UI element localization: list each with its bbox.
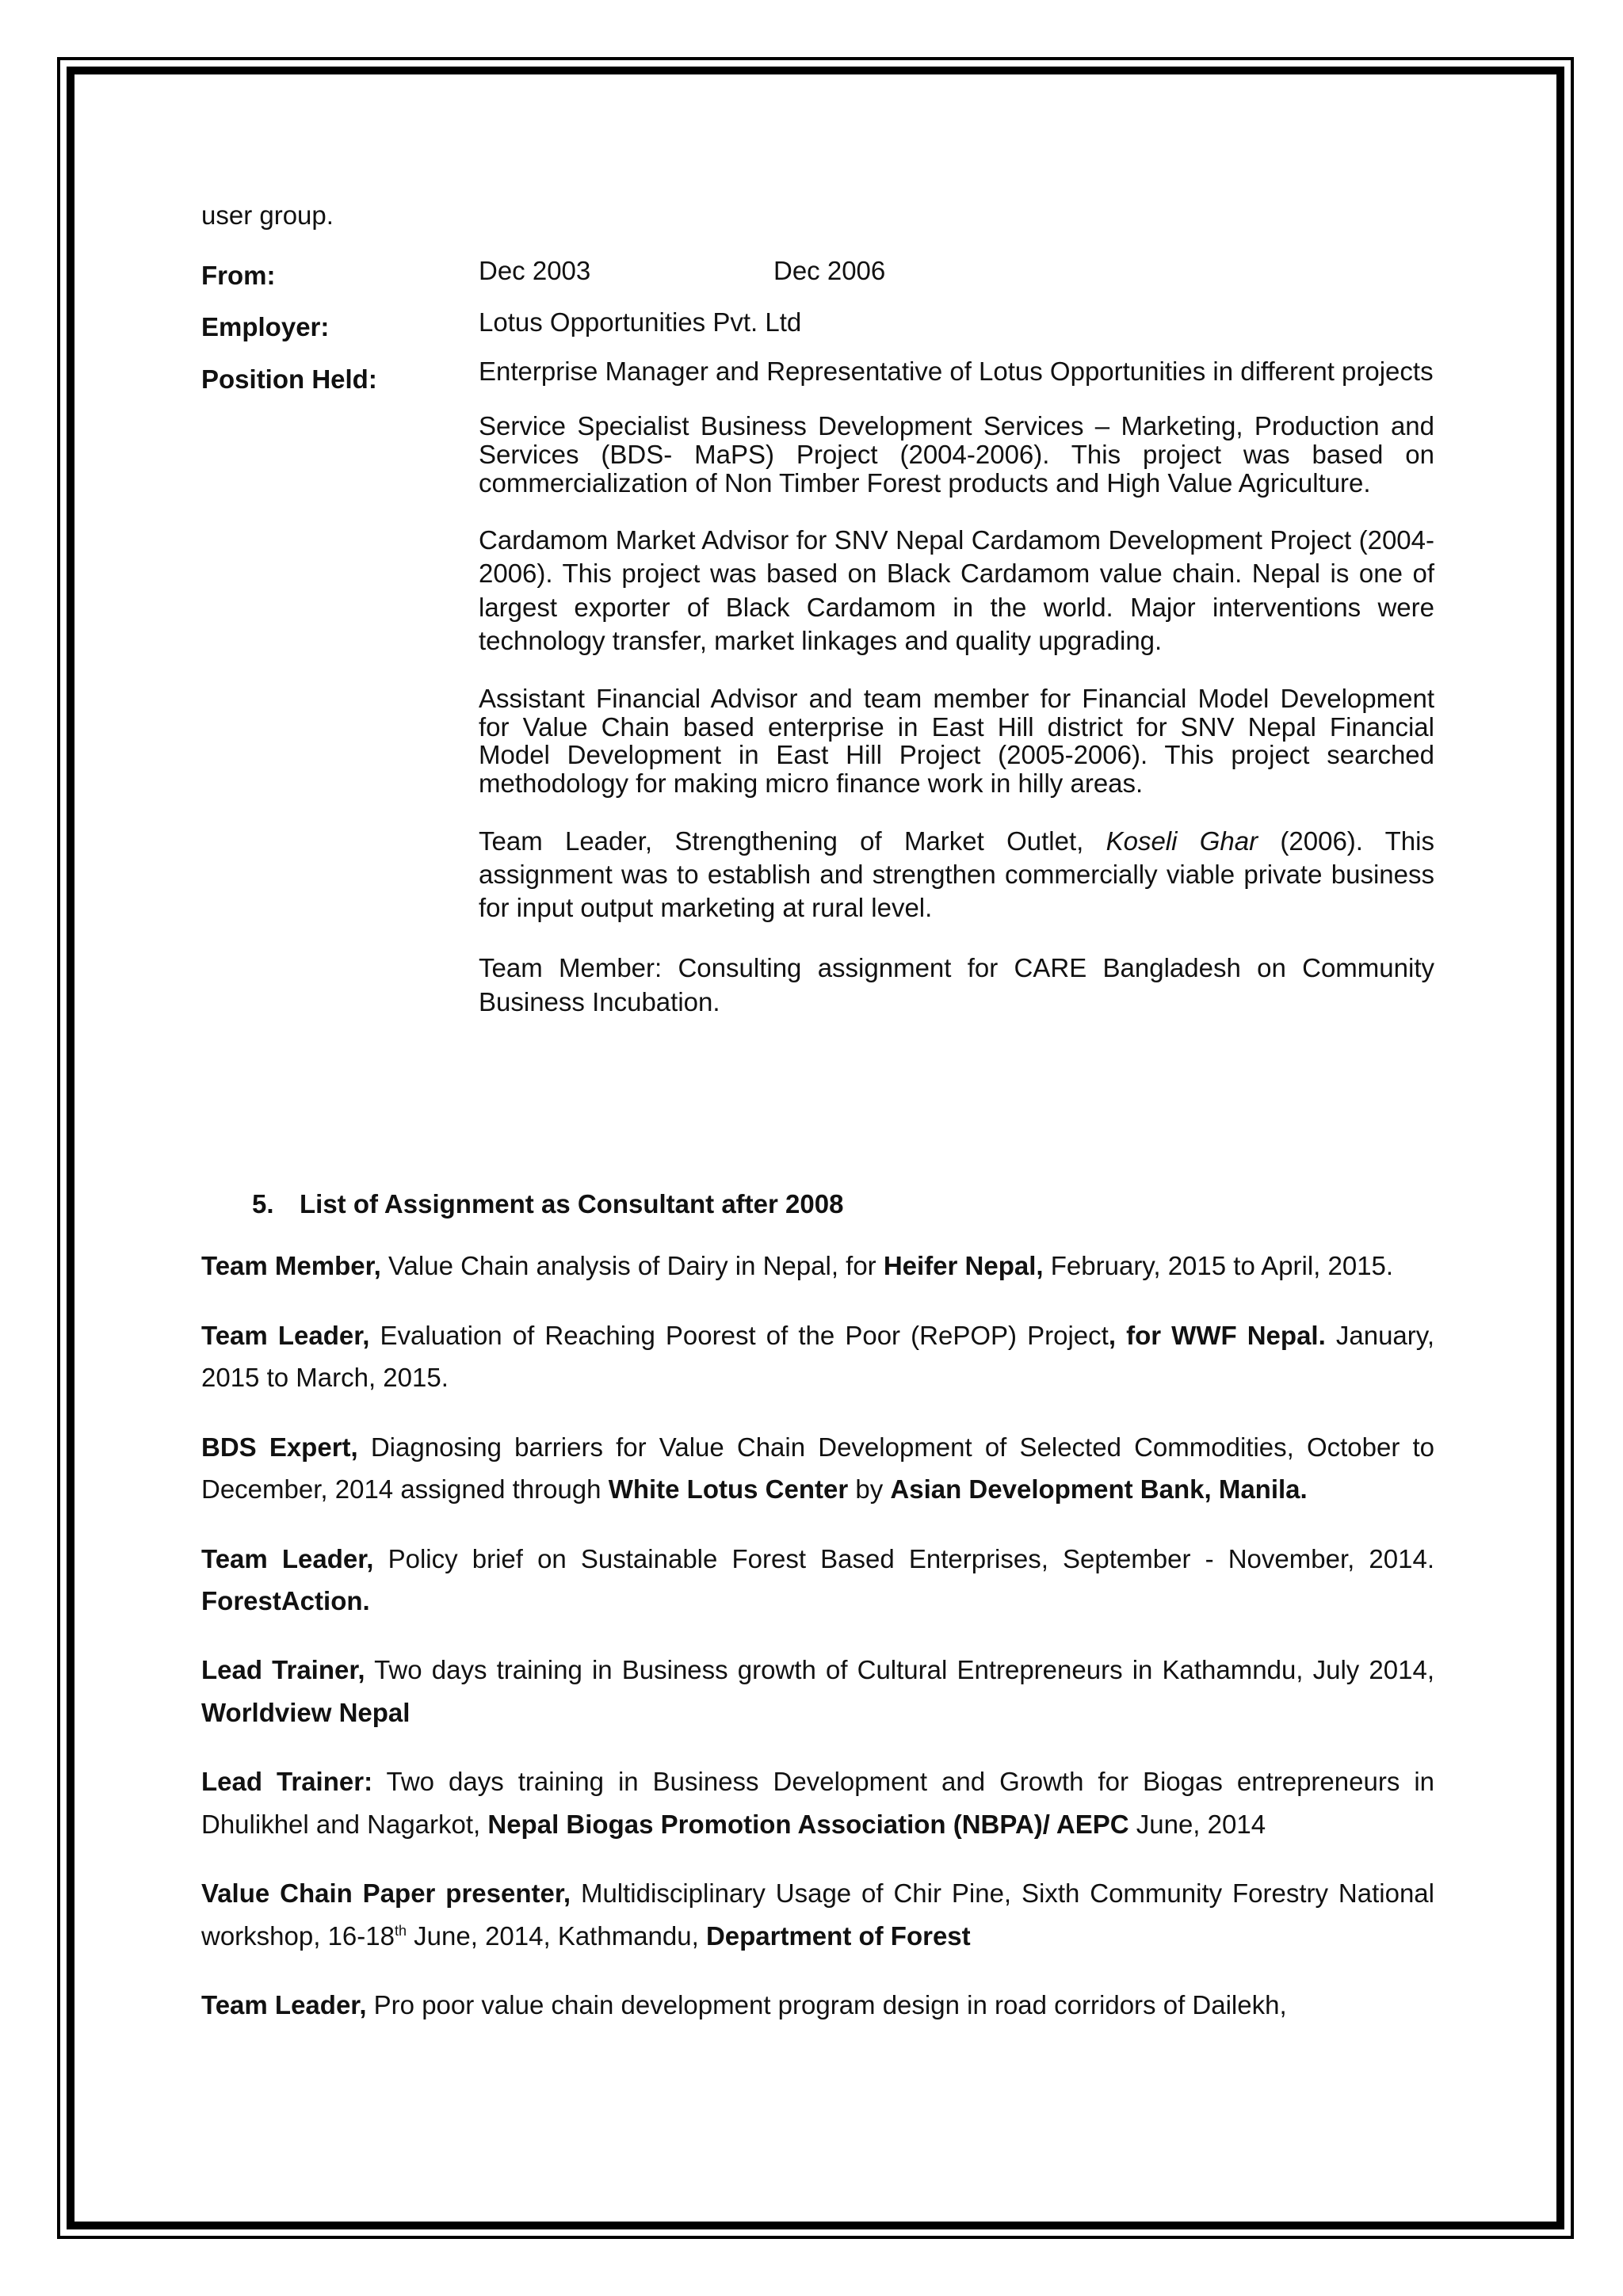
position-label: Position Held:	[201, 364, 377, 394]
to-date: Dec 2006	[773, 255, 886, 285]
assignment-entry: Team Leader, Evaluation of Reaching Poorest of the Poor (RePOP) Project, for WWF Nepal. January, 2015 to March, 2015.	[201, 1320, 1434, 1393]
assignment-entry: Lead Trainer: Two days training in Business Development and Growth for Biogas entrepreneurs in Dhulikhel and Nagarkot, Nepal Biogas Promotion Association (NBPA)/ AEPC June, 2014	[201, 1767, 1435, 1839]
position-item: Assistant Financial Advisor and team member for Financial Model Development for Value Chain based enterprise in East Hill district for SNV Nepal Financial Model Development in East Hill Project (2005-2006). This project searched methodology for making micro finance work in hilly areas.	[479, 684, 1434, 798]
document-page	[201, 198, 1434, 2054]
assignment-entry: Value Chain Paper presenter, Multidisciplinary Usage of Chir Pine, Sixth Community Forestry National workshop, 16-18th June, 2014, Kathmandu, Department of Forest	[201, 1878, 1434, 1951]
position-row	[201, 357, 1434, 1046]
position-item: Cardamom Market Advisor for SNV Nepal Cardamom Development Project (2004-2006). This project was based on Black Cardamom value chain. Nepal is one of largest exporter of Black Cardamom in the world. Major interventions were technology transfer, market linkages and quality upgrading.	[479, 525, 1434, 655]
koseli-italic: Koseli Ghar	[1106, 826, 1258, 856]
section-heading	[201, 1187, 1434, 1222]
position-item: Enterprise Manager and Representative of Lotus Opportunities in different projects	[479, 356, 1434, 386]
position-item: Team Member: Consulting assignment for CARE Bangladesh on Community Business Incubation.	[479, 953, 1434, 1016]
position-item-koseli	[479, 825, 1434, 925]
assignment-entry: Team Leader, Policy brief on Sustainable Forest Based Enterprises, September - November, 2014. ForestAction.	[201, 1543, 1434, 1616]
assignment-entry: BDS Expert, Diagnosing barriers for Value Chain Development of Selected Commodities, October to December, 2014 assigned through White Lotus Center by Asian Development Bank, Manila.	[201, 1432, 1434, 1505]
assignment-entry: Lead Trainer, Two days training in Business growth of Cultural Entrepreneurs in Kathamndu, July 2014, Worldview Nepal	[201, 1655, 1434, 1727]
assignment-entry: Team Leader, Pro poor value chain development program design in road corridors of Dailekh,	[201, 1990, 1287, 2020]
from-date: Dec 2003	[479, 255, 591, 285]
employer-value: Lotus Opportunities Pvt. Ltd	[479, 307, 802, 338]
from-label: From:	[201, 260, 276, 290]
intro-tail: user group.	[201, 200, 334, 230]
koseli-text: Team Leader, Strengthening of Market Outlet,	[479, 826, 1106, 856]
from-row	[201, 254, 1434, 293]
section-number: 5.	[252, 1188, 274, 1219]
position-item: Service Specialist Business Development Services – Marketing, Production and Services (BDS- MaPS) Project (2004-2006). This project was based on commercialization of Non Timber Forest products and High Value Agriculture.	[479, 411, 1434, 498]
position-list	[479, 357, 1434, 1046]
koseli-text-after: (2006). This assignment was to establish and strengthen commercially viable private business for input output marketing at rural level.	[479, 826, 1434, 923]
employer-row	[201, 305, 1434, 345]
assignment-entry: Team Member, Value Chain analysis of Dairy in Nepal, for Heifer Nepal, February, 2015 to April, 2015.	[201, 1251, 1394, 1281]
date-range	[479, 254, 1434, 293]
employer-label: Employer:	[201, 312, 330, 342]
section-title: List of Assignment as Consultant after 2008	[300, 1188, 844, 1219]
